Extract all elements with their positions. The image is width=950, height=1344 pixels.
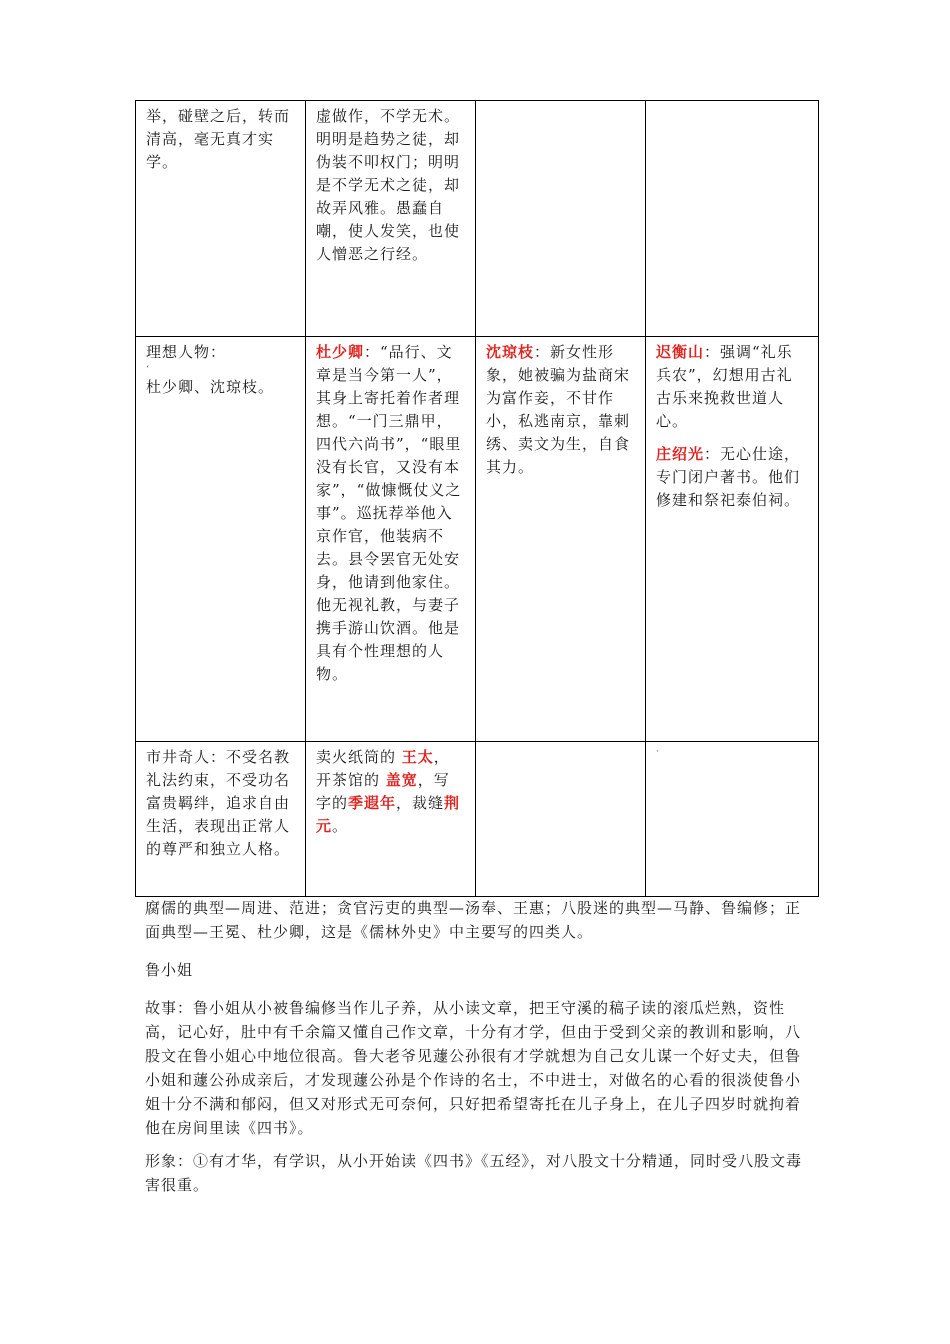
table-cell	[646, 101, 819, 337]
table-cell	[136, 337, 306, 742]
character-desc: ：强调“礼乐兵农”，幻想用古礼古乐来挽救世道人心。	[656, 343, 793, 430]
stray-mark: ‘	[146, 365, 150, 375]
character-name: 荆元	[316, 794, 461, 835]
cell-text: 卖火纸筒的	[316, 748, 402, 766]
table-row	[136, 337, 819, 742]
cell-text: 虚做作，不学无术。明明是趋势之徒，却伪装不叩权门；明明是不学无术之徒，却故弄风雅。愚蠢自嘲，使人发笑，也使人憎恶之行经。	[316, 107, 461, 263]
table-row	[136, 742, 819, 897]
table-cell	[646, 742, 819, 897]
table-cell	[476, 337, 646, 742]
character-name: 季遐年	[348, 794, 397, 812]
summary-paragraph: 腐儒的典型—周进、范进；贪官污吏的典型—汤奉、王惠；八股迷的典型—马静、鲁编修；正面典型—王冕、杜少卿，这是《儒林外史》中主要写的四类人。	[145, 899, 802, 941]
stray-mark: ·	[656, 747, 660, 757]
table-cell	[476, 101, 646, 337]
table-cell	[306, 742, 476, 897]
image-paragraph: 形象：①有才华，有学识，从小开始读《四书》《五经》，对八股文十分精通，同时受八股文毒害很重。	[145, 1152, 803, 1194]
character-name: 杜少卿	[316, 343, 365, 361]
character-name: 盖宽	[385, 771, 418, 789]
table-cell	[136, 742, 306, 897]
table-cell	[646, 337, 819, 742]
cell-text: ，裁缝	[396, 794, 445, 812]
character-name: 王太	[401, 748, 434, 766]
character-desc: ：无心仕途，专门闭户著书。他们修建和祭祀泰伯祠。	[656, 445, 801, 509]
character-desc: ：“品行、文章是当今第一人”，其身上寄托着作者理想。“一门三鼎甲，四代六尚书”，“眼里没有长官，又没有本家”，“做慷慨仗义之事”。巡抚荐举他入京作官，他装病不去。县令罢官无处安身，他请到他家住。他无视礼教，与妻子携手游山饮酒。他是具有个性理想的人物。	[316, 343, 462, 683]
character-desc: ：新女性形象，她被骗为盐商宋为富作妾，不甘作小，私逃南京，靠刺绣、卖文为生，自食其力。	[486, 343, 631, 476]
character-name: 沈琼枝	[486, 343, 535, 361]
cell-text: 举，碰壁之后，转而清高，毫无真才实学。	[146, 107, 291, 171]
cell-text: 市井奇人：不受名教礼法约束，不受功名富贵羁绊，追求自由生活，表现出正常人的尊严和独立人格。	[146, 748, 291, 858]
cell-text: ，开茶馆的	[316, 748, 450, 789]
category-names: 杜少卿、沈琼枝。	[146, 378, 275, 396]
category-title: 理想人物：	[146, 343, 227, 361]
table-cell	[306, 101, 476, 337]
character-table	[135, 100, 819, 897]
story-paragraph: 故事：鲁小姐从小被鲁编修当作儿子养，从小读文章，把王守溪的稿子读的滚瓜烂熟，资性高，记心好，肚中有千余篇又懂自己作文章，十分有才学，但由于受到父亲的教训和影响，八股文在鲁小姐心中地位很高。鲁大老爷见蘧公孙很有才学就想为自己女儿谋一个好丈夫，但鲁小姐和蘧公孙成亲后，才发现蘧公孙是个作诗的名士，不中进士，对做名的心看的很淡使鲁小姐十分不满和郁闷，但又对形式无可奈何，只好把希望寄托在儿子身上，在儿子四岁时就拘着他在房间里读《四书》。	[145, 999, 802, 1137]
table-row	[136, 101, 819, 337]
section-heading: 鲁小姐	[145, 961, 194, 979]
character-name: 庄绍光	[656, 445, 705, 463]
table-cell	[306, 337, 476, 742]
table-cell	[476, 742, 646, 897]
cell-text: 。	[332, 817, 349, 835]
cell-text: ，写字的	[316, 771, 450, 812]
table-cell	[136, 101, 306, 337]
character-name: 迟衡山	[656, 343, 705, 361]
